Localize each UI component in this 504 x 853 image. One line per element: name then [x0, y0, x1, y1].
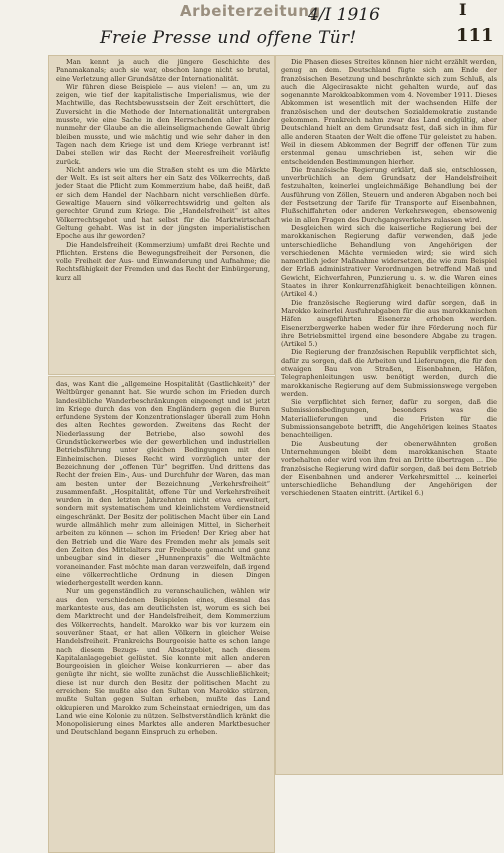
page-number: 111 [456, 25, 494, 46]
article-clipping-top-left [48, 55, 275, 375]
paragraph: Nur um gegenständlich zu veranschaulichen, wählen wir aus den verschiedenen Beispielen eines, diesmal das markanteste aus, das am deutlichsten ist, worum es sich bei dem Marktrecht und der Handelsfreiheit, dem Kommerzium des Völkerrechts, handelt. Marokko war bis vor kurzem ein souveräner Staat, er hat allen Völkern in gleicher Weise Handelsfreiheit. Frankreichs Bourgeoisie hatte es schon lange nach diesem Bezugs- und Absatzgebiet, nach diesem Kapitalanlagegebiet gelüstet. Sie konnte mit allen anderen Bourgeoisien in gleicher Weise konkurrieren — aber das genügte ihr nicht, sie wollte zunächst die Ausschließlichkeit; diese ist nur durch den Besitz der politischen Macht zu erreichen: Sie mußte also den Sultan von Marokko stürzen, mußte Sultan gegen Sultan erheben, mußte das Land okkupieren und Marokko zum Scheinstaat erniedrigen, um das Land wie eine Kolonie zu nützen. Selbstverständlich kränkt die Monopolisierung eines Marktes alle anderen Marktbesucher und Deutschland begann Einspruch zu erheben. [56, 587, 270, 737]
newspaper-masthead: Arbeiterzeitung [180, 2, 321, 20]
paragraph: Die französische Regierung erklärt, daß sie, entschlossen, unverbrüchlich an dem Grundsatz der Handelsfreiheit festzuhalten, keinerlei ungleichmäßige Behandlung bei der Ausführung von Zöllen, Steuern und anderen Abgaben noch bei der Festsetzung der Tarife für Transporte auf Eisenbahnen, Flußschiffahrten oder anderen Verkehrswegen, ebensowenig wie in allen Fragen des Durchgangsverkehrs zulassen wird. [281, 165, 497, 224]
paragraph: Nicht anders wie um die Straßen steht es um die Märkte der Welt. Es ist seit alters her ein Satz des Völkerrechts, daß jeder Staat die Pflicht zum Kommerzium habe, daß heißt, daß er sich dem Handel der Nachbarn nicht verschließen dürfe. Gewaltige Mauern sind völkerrechtswidrig und gelten als gerechter Grund zum Kriege. Die „Handelsfreiheit“ ist altes Völkerrechtsgebot und hat selbst für die Marktwirtschaft Geltung gehabt. Was ist in der jüngsten imperialistischen Epoche aus ihr geworden? [56, 165, 270, 241]
paragraph: Die französische Regierung wird dafür sorgen, daß in Marokko keinerlei Ausfuhrabgaben für die aus marokkanischen Häfen ausgeführten Eisenerze erhoben werden. Eisenerzbergwerke haben weder für ihre Förderung noch für ihre Betriebsmittel irgend eine besondere Abgabe zu tragen. (Artikel 5.) [281, 298, 497, 349]
paragraph: Die Regierung der französischen Republik verpflichtet sich, dafür zu sorgen, daß die Arbeiten und Lieferungen, die für den etwaigen Bau von Straßen, Eisenbahnen, Häfen, Telegraphenleitungen usw. benötigt werden, durch die marokkanische Regierung auf dem Submissionswege vergeben werden. [281, 348, 497, 398]
paragraph: Die Ausbeutung der obenerwähnten großen Unternehmungen bleibt dem marokkanischen Staate vorbehalten oder wird von ihm frei an Dritte übertragen ... Die französische Regierung wird dafür sorgen, daß bei dem Betrieb der Eisenbahnen und anderer Verkehrsmittel ... keinerlei unterschiedliche Behandlung der Angehörigen der verschiedenen Staaten eintritt. (Artikel 6.) [281, 439, 497, 498]
handwritten-title: Freie Presse und offene Tür! [100, 28, 357, 48]
article-clipping-right [275, 55, 503, 775]
handwritten-date: 4/I 1916 [308, 5, 380, 25]
paragraph: Wir führen diese Beispiele — aus vielen! — an, um zu zeigen, wie tief der kapitalistische Imperialismus, wie der Machtwille, das Rechtsbewusstsein der Zeit erschüttert, die Zuversicht in die Methode der Internationalität untergraben musste, wie eine Sache in den Herrschenden aller Länder nunmehr der Glaube an die alleinseligmachende Gewalt übrig bleiben musste, und wie mächtig und wie sehr daher in den Tagen nach dem Kriege ist und dem Kriege verbrannt ist! Dabei stellen wir das Recht der Meeresfreiheit vorläufig zurück. [56, 82, 270, 166]
paragraph: Man kennt ja auch die jüngere Geschichte des Panamakanals; auch sie war, obschon lange nicht so brutal, eine Verletzung aller Grundsätze der Internationalität. [56, 58, 270, 83]
paragraph: das, was Kant die „allgemeine Hospitalität (Gastlichkeit)“ der Weltbürger genannt hat. Sie wurde schon im Frieden durch landesübliche Wanderbeschränkungen eingeengt und ist jetzt im Kriege durch das von den Engländern gegen die Buren erfundene System der Konzentrationslager überall zum Hohn des alten Rechtes geworden. Zweitens das Recht der Niederlassung der Betriebe, also sowohl des Grundstückerwerbes wie der gewerblichen und industriellen Betriebsführung unter gleichen Bedingungen mit den Einheimischen. Dieses Recht wird vorzüglich unter der Bezeichnung der „offenen Tür“ begriffen. Und drittens das Recht der freien Ein-, Aus- und Durchfuhr der Waren, das man am besten unter der Bezeichnung „Verkehrsfreiheit“ zusammenfaßt. „Hospitalität, offene Tür und Verkehrsfreiheit wurden in den letzten Jahrzehnten nicht etwa erweitert, sondern mit systematischem und kleinlichstem Verdienstneid eingeschränkt. Der Besitz der politischen Macht über ein Land wurde allmählich mehr zum alleinigen Mittel, in Sicherheit arbeiten zu können — schon im Frieden! Der Krieg aber hat den Betrieb und die Ware des Fremden mehr als jemals seit den Zeiten des Mittelalters zur Freibeute gemacht und ganz unbeugbar sind in dieser „Hunnenpraxis“ die Weltmächte voraneinander. Fast möchte man daran verzweifeln, daß irgend eine völkerrechtliche Ordnung in diesen Dingen wiederhergestellt werden kann. [56, 380, 270, 588]
paragraph: Sie verpflichtet sich ferner, dafür zu sorgen, daß die Submissionsbedingungen, besonders was die Materiallieferungen und die Fristen für die Submissionsangebote betrifft, die Angehörigen keines Staates benachteiligen. [281, 398, 497, 440]
sheet-header [40, 0, 504, 60]
paragraph: Desgleichen wird sich die kaiserliche Regierung bei der marokkanischen Regierung dafür verwenden, daß jede unterschiedliche Behandlung von Angehörigen der verschiedenen Mächte vermieden wird; sie wird sich namentlich jeder Maßnahme widersetzen, die wie zum Beispiel der Erlaß administrativer Verordnungen betreffend Maß und Gewicht, Eichverfahren, Punzierung u. s. w. die Waren eines Staates in ihrer Konkurrenzfähigkeit benachteiligen können. (Artikel 4.) [281, 223, 497, 299]
article-clipping-bottom-left [48, 376, 275, 853]
paragraph: Die Handelsfreiheit (Kommerzium) umfaßt drei Rechte und Pflichten. Erstens die Bewegungsfreiheit der Personen, die volle Freiheit der Aus- und Einwanderung und Aufnahme; die Rechtsfähigkeit der Fremden und das Recht der Einbürgerung, kurz all [56, 240, 270, 282]
paragraph: Die Phasen dieses Streites können hier nicht erzählt werden, genug an dem. Deutschland fügte sich am Ende der französischen Besetzung und beschränkte sich zum Schluß, als auch die Algecirasakte nicht gehalten wurde, auf das sogenannte Marokkoabkommen vom 4. November 1911. Dieses Abkommen ist wesentlich mit der wachsenden Hilfe der französischen und der deutschen Sozialdemokratie zustande gekommen. Frankreich nahm zwar das Land endgültig, aber Deutschland hielt an dem Grundsatz fest, daß sich in ihm für alle anderen Staaten der Welt die offene Tür geleistet zu haben. Weil in diesem Abkommen der Begriff der offenen Tür zum erstenmal genau umschrieben ist, sehen wir die entscheidenden Bestimmungen hierher. [281, 58, 497, 166]
volume-roman-numeral: I [459, 0, 467, 19]
